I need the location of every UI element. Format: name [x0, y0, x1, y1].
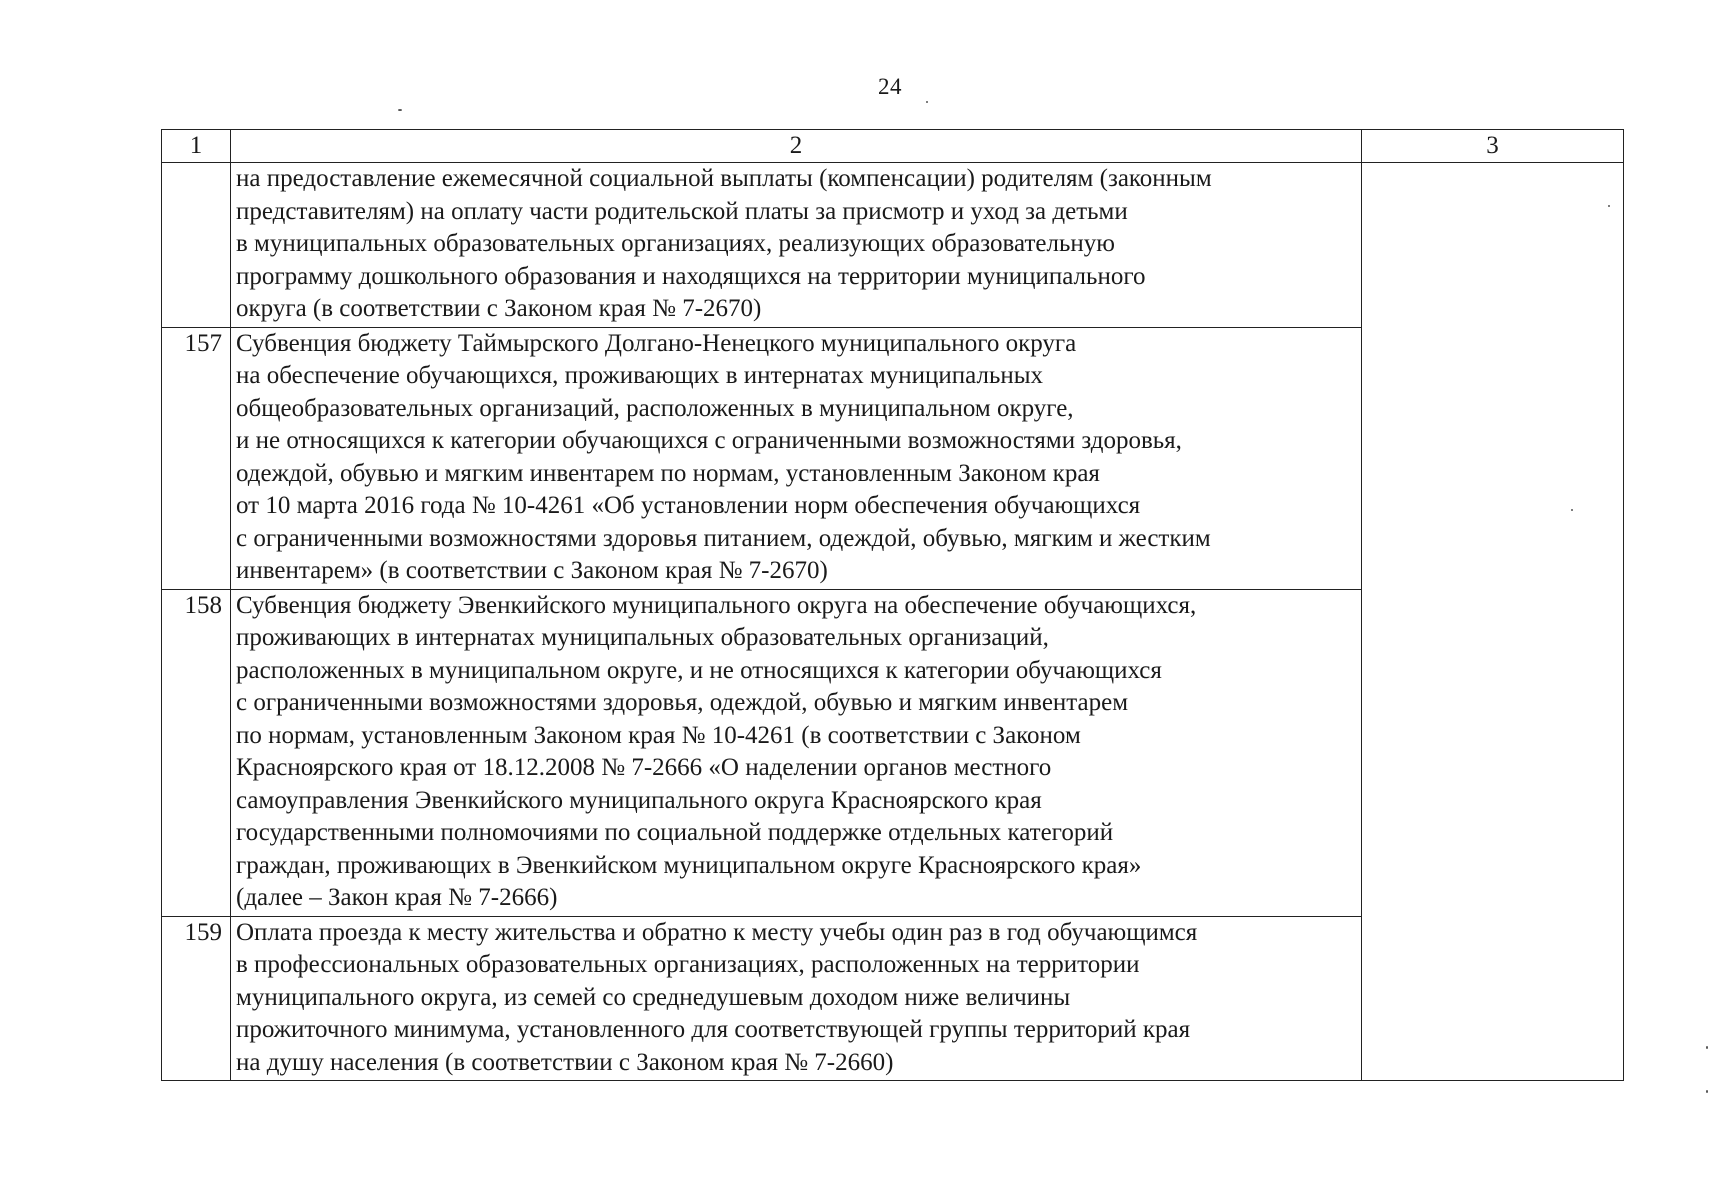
row-text: [231, 327, 1362, 589]
row-number: [162, 163, 231, 328]
text-line: муниципального округа, из семей со среднедушевым доходом ниже величины: [236, 983, 1071, 1011]
scan-speck: [926, 101, 928, 103]
header-col-2: 2: [231, 130, 1362, 163]
scan-speck: [1706, 1090, 1708, 1093]
text-line: программу дошкольного образования и находящихся на территории муниципального: [236, 262, 1146, 290]
text-line: общеобразовательных организаций, расположенных в муниципальном округе,: [236, 394, 1074, 422]
table-row: [162, 163, 1624, 328]
text-line: в профессиональных образовательных организациях, расположенных на территории: [236, 951, 1140, 978]
budget-table: [161, 129, 1624, 1081]
text-line: инвентарем» (в соответствии с Законом края № 7-2670): [236, 557, 828, 584]
column-3-cell: [1362, 163, 1624, 1081]
text-line: одеждой, обувью и мягким инвентарем по нормам, установленным Законом края: [236, 459, 1100, 487]
text-line: в муниципальных образовательных организациях, реализующих образовательную: [236, 230, 1115, 257]
table-header: [162, 130, 1624, 163]
text-line: (далее – Закон края № 7-2666): [236, 884, 558, 911]
header-col-1: 1: [162, 130, 231, 163]
text-line: с ограниченными возможностями здоровья, одеждой, обувью и мягким инвентарем: [236, 689, 1129, 716]
text-line: проживающих в интернатах муниципальных образовательных организаций,: [236, 624, 1049, 651]
text-line: представителям) на оплату части родительской платы за присмотр и уход за детьми: [236, 197, 1128, 225]
row-text: [231, 589, 1362, 916]
text-line: самоуправления Эвенкийского муниципального округа Красноярского края: [236, 786, 1042, 814]
text-line: на душу населения (в соответствии с Законом края № 7-2660): [236, 1048, 894, 1076]
text-line: Оплата проезда к месту жительства и обратно к месту учебы один раз в год обучающимся: [236, 918, 1198, 946]
text-line: округа (в соответствии с Законом края № 7-2670): [236, 295, 762, 322]
text-line: Субвенция бюджету Таймырского Долгано-Ненецкого муниципального округа: [236, 329, 1077, 357]
text-line: Красноярского края от 18.12.2008 № 7-2666 «О наделении органов местного: [236, 754, 1052, 781]
row-number: 157: [162, 327, 231, 589]
scan-speck: [1706, 1046, 1708, 1049]
page-number: 24: [878, 74, 902, 99]
text-line: по нормам, установленным Законом края № 10-4261 (в соответствии с Законом: [236, 721, 1081, 749]
text-line: расположенных в муниципальном округе, и не относящихся к категории обучающихся: [236, 656, 1162, 684]
text-line: прожиточного минимума, установленного для соответствующей группы территорий края: [236, 1016, 1191, 1043]
text-line: государственными полномочиями по социальной поддержке отдельных категорий: [236, 819, 1114, 846]
row-number: 159: [162, 916, 231, 1081]
text-line: от 10 марта 2016 года № 10-4261 «Об установлении норм обеспечения обучающихся: [236, 492, 1141, 519]
text-line: на предоставление ежемесячной социальной выплаты (компенсации) родителям (законным: [236, 165, 1212, 192]
scan-speck: [1608, 205, 1610, 207]
scan-speck: [1571, 509, 1573, 511]
text-line: Субвенция бюджету Эвенкийского муниципального округа на обеспечение обучающихся,: [236, 591, 1197, 619]
text-line: на обеспечение обучающихся, проживающих в интернатах муниципальных: [236, 362, 1044, 389]
text-line: и не относящихся к категории обучающихся с ограниченными возможностями здоровья,: [236, 427, 1182, 454]
text-line: с ограниченными возможностями здоровья питанием, одеждой, обувью, мягким и жестким: [236, 524, 1211, 552]
row-number: 158: [162, 589, 231, 916]
row-text: [231, 163, 1362, 328]
row-text: [231, 916, 1362, 1081]
header-col-3: 3: [1362, 130, 1624, 163]
text-line: граждан, проживающих в Эвенкийском муниципальном округе Красноярского края»: [236, 851, 1142, 879]
scan-speck: [398, 109, 402, 111]
